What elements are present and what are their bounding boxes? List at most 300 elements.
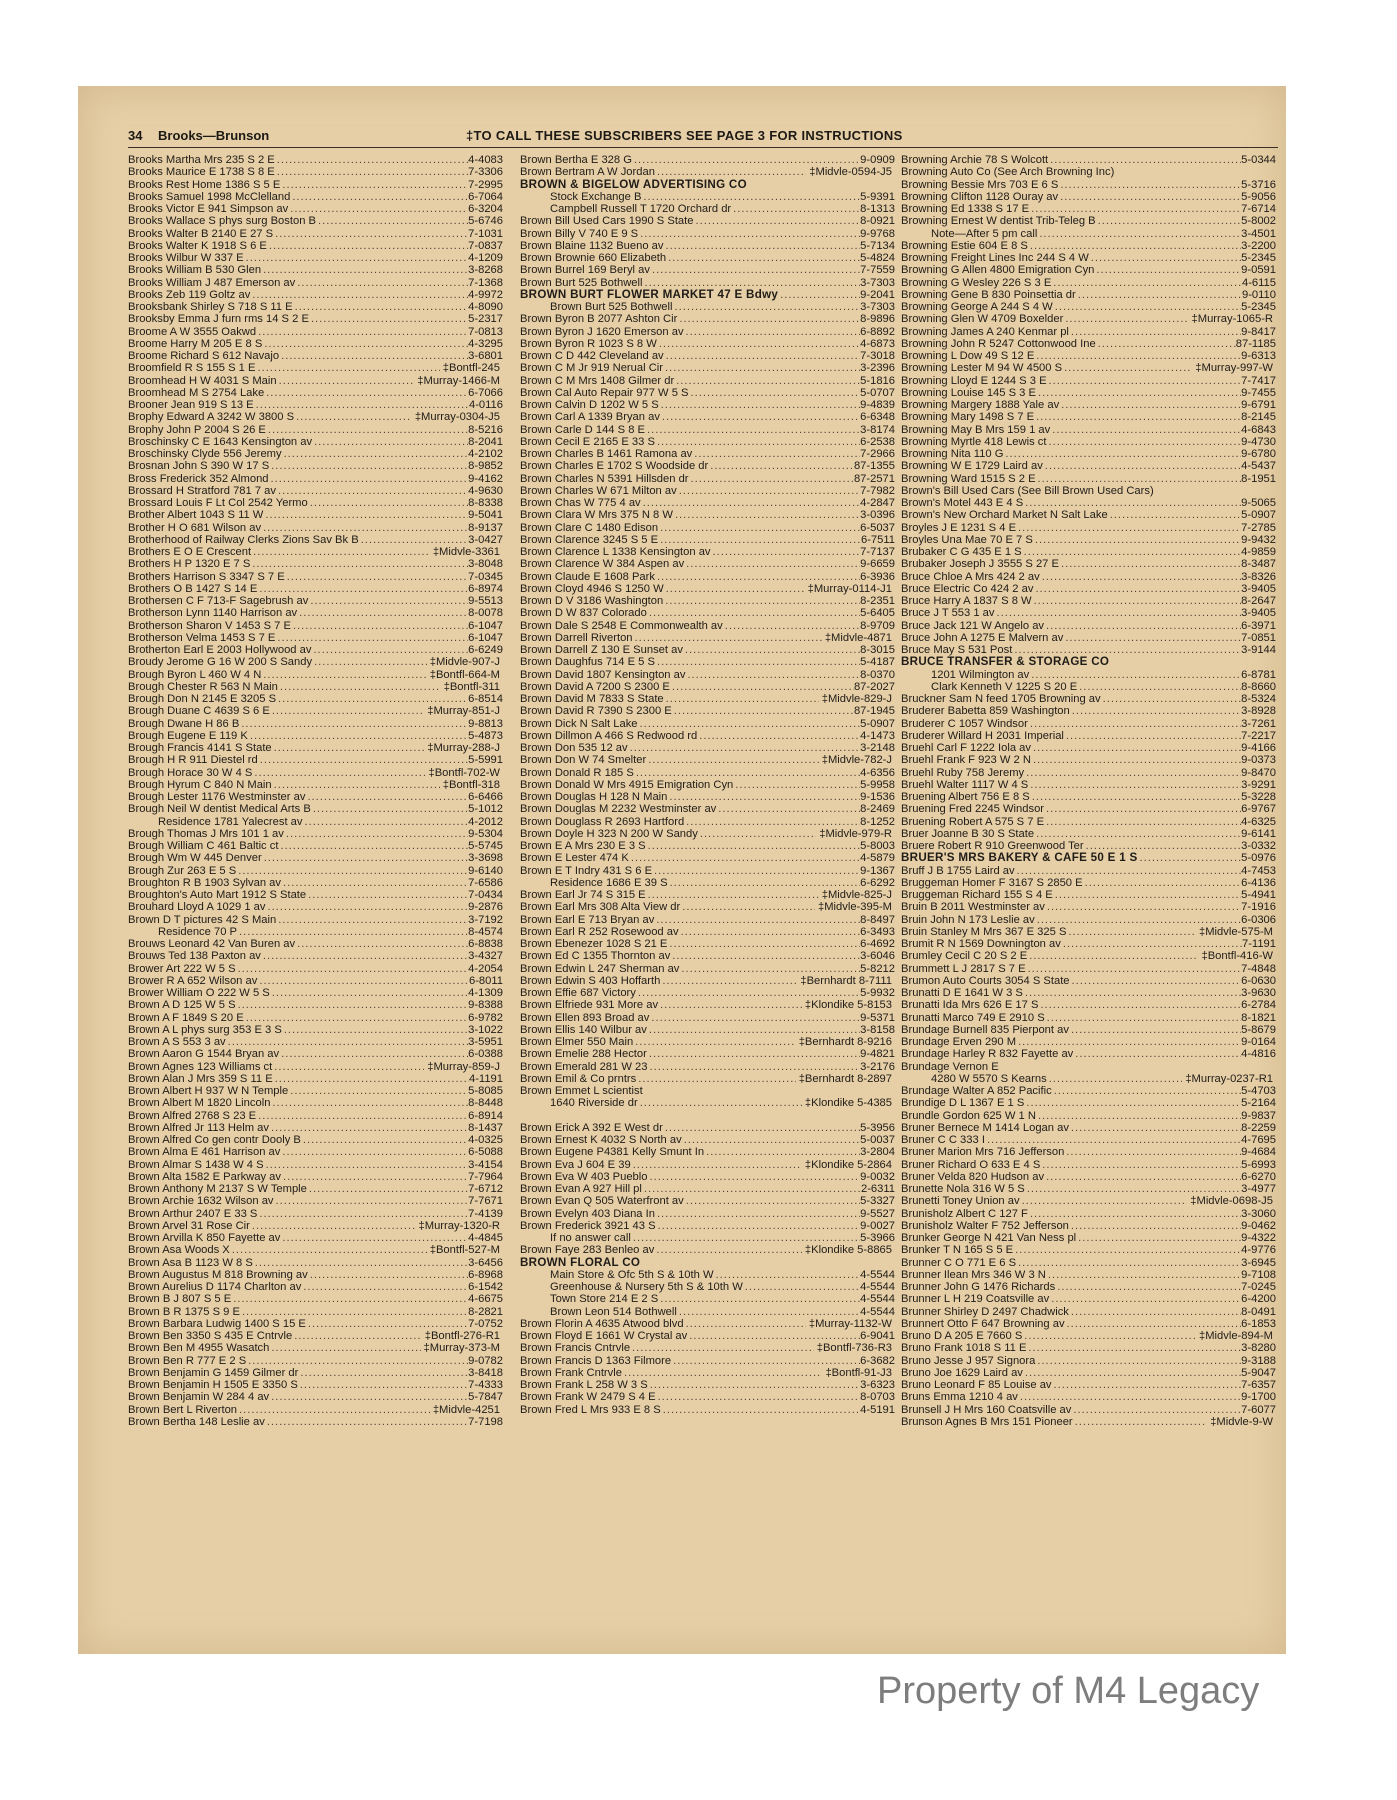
listing-name: Brothers Harrison S 3347 S 7 E	[128, 570, 285, 583]
listing-name: Brunson Agnes B Mrs 151 Pioneer	[901, 1415, 1073, 1428]
listing-name: Broyles J E 1231 S 4 E	[901, 521, 1017, 534]
listing-entry	[128, 1159, 503, 1171]
listing-name: Brother Albert 1043 S 11 W	[128, 509, 264, 522]
exchange-number: ‡Klondike 5-8865	[804, 1244, 892, 1257]
phone-number: 6-6249	[468, 644, 503, 656]
leader-dots	[1061, 399, 1241, 411]
listing-name: Bruce Jack 121 W Angelo av	[901, 619, 1045, 632]
listing-entry	[128, 350, 503, 362]
phone-number: 9-3188	[1241, 1354, 1276, 1367]
listing-entry	[520, 313, 895, 325]
leader-dots	[286, 828, 468, 840]
listing-entry	[520, 497, 895, 509]
listing-entry	[128, 338, 503, 350]
listing-name: Brouhard Lloyd A 1029 1 av	[128, 901, 266, 914]
listing-name: Brown Calvin D 1202 W 5 S	[520, 399, 659, 411]
listing-name: Brunsell J H Mrs 160 Coatsville av	[901, 1403, 1072, 1416]
listing-entry	[901, 669, 1276, 681]
listing-name: Brown Emil & Co prntrs	[520, 1072, 637, 1085]
leader-dots	[252, 558, 468, 570]
listing-name: Brown Alta 1582 E Parkway av	[128, 1170, 281, 1183]
listing-name: Brooks Maurice E 1738 S 8 E	[128, 166, 275, 179]
listing-entry	[520, 583, 895, 595]
leader-dots	[725, 620, 860, 632]
phone-number: 3-4977	[1241, 1183, 1276, 1195]
leader-dots	[673, 1355, 860, 1367]
listing-name: Stock Exchange B	[550, 190, 642, 203]
listing-entry	[128, 681, 503, 693]
leader-dots	[1066, 730, 1241, 742]
listing-name: Brower William O 222 W 5 S	[128, 987, 270, 999]
listing-name: Bruer Joanne B 30 S State	[901, 827, 1035, 840]
phone-number: 6-4136	[1241, 876, 1276, 889]
phone-number: 5-9056	[1241, 190, 1276, 203]
phone-number: 7-7671	[468, 1195, 503, 1208]
leader-dots	[675, 301, 861, 313]
phone-number: 6-7511	[860, 533, 895, 546]
leader-dots	[648, 754, 819, 766]
phone-number: 4-8090	[468, 301, 503, 313]
phone-number: 8-1252	[860, 815, 895, 828]
phone-number: 3-8174	[860, 423, 895, 436]
listing-name: Brosnan John S 390 W 17 S	[128, 460, 270, 473]
listing-entry	[128, 1257, 503, 1269]
listing-entry	[128, 705, 503, 717]
phone-number: 9-4821	[860, 1048, 895, 1061]
listing-entry	[901, 1355, 1276, 1367]
phone-number: 3-4501	[1241, 227, 1276, 240]
listing-entry	[901, 1171, 1276, 1183]
listing-entry	[520, 1073, 895, 1085]
phone-number: 4-9630	[468, 484, 503, 497]
listing-name: Brown David R 7390 S 2300 E	[520, 705, 672, 718]
leader-dots	[1050, 154, 1241, 166]
listing-entry	[128, 277, 503, 289]
leader-dots	[681, 963, 860, 975]
exchange-number: ‡Murray-0237-R1	[1185, 1072, 1273, 1085]
phone-number: 3-4154	[468, 1158, 503, 1171]
exchange-number: ‡Bontfl-318	[442, 778, 500, 791]
leader-dots	[660, 522, 860, 534]
listing-entry	[128, 865, 503, 877]
leader-dots	[232, 1244, 427, 1256]
listing-entry	[901, 840, 1276, 852]
listing-entry	[520, 1244, 895, 1256]
phone-number: 6-8838	[468, 938, 503, 950]
listing-name: Brooks William B 530 Glen	[128, 264, 262, 277]
listing-entry	[128, 963, 503, 975]
listing-name: BROWN BURT FLOWER MARKET 47 E Bdwy	[520, 288, 779, 301]
phone-number: 7-6357	[1241, 1379, 1276, 1391]
leader-dots	[656, 914, 860, 926]
exchange-number: ‡Bontfl-527-M	[429, 1244, 500, 1257]
listing-entry	[520, 693, 895, 705]
listing-entry	[128, 669, 503, 681]
leader-dots	[255, 1257, 468, 1269]
listing-name: Brown D T pictures 42 S Main	[128, 913, 277, 926]
phone-number: 4-2012	[468, 815, 503, 828]
leader-dots	[1065, 313, 1188, 325]
listing-name: Brunisholz Walter F 752 Jefferson	[901, 1219, 1069, 1232]
phone-number: 5-9391	[860, 190, 895, 203]
leader-dots	[640, 718, 861, 730]
leader-dots	[269, 240, 468, 252]
leader-dots	[1045, 460, 1241, 472]
listing-name: Brough Thomas J Mrs 101 1 av	[128, 827, 284, 840]
phone-number: 5-1816	[860, 374, 895, 387]
leader-dots	[1140, 852, 1242, 864]
leader-dots	[1110, 509, 1241, 521]
leader-dots	[283, 1171, 468, 1183]
leader-dots	[661, 399, 860, 411]
listing-entry	[128, 1330, 503, 1342]
leader-dots	[1015, 1244, 1241, 1256]
leader-dots	[657, 571, 860, 583]
listing-name: Brown Francis D 1363 Filmore	[520, 1354, 672, 1367]
phone-number: 6-0306	[1241, 913, 1276, 926]
listing-entry	[128, 460, 503, 472]
listing-entry	[520, 301, 895, 313]
phone-number: 8-2259	[1241, 1121, 1276, 1134]
listing-entry	[128, 1146, 503, 1158]
leader-dots	[274, 779, 440, 791]
leader-dots	[1054, 1379, 1242, 1391]
listing-entry	[520, 1085, 895, 1097]
phone-number: 3-2148	[860, 742, 895, 754]
listing-entry	[128, 1171, 503, 1183]
leader-dots	[675, 509, 860, 521]
listing-name: Bruce Harry A 1837 S 8 W	[901, 595, 1032, 607]
phone-number: 8-1437	[468, 1121, 503, 1134]
listing-entry	[128, 852, 503, 864]
listing-name: Brown Arthur 2407 E 33 S	[128, 1207, 258, 1220]
leader-dots	[672, 950, 860, 962]
listing-entry	[520, 1391, 895, 1403]
listing-name: Brown Edwin L 247 Sherman av	[520, 962, 680, 975]
leader-dots	[259, 1208, 468, 1220]
phone-number: 3-2200	[1241, 239, 1276, 252]
listing-name: Brown Dick N Salt Lake	[520, 717, 638, 730]
exchange-number: ‡Bontfl-311	[443, 680, 500, 693]
listing-entry	[901, 1110, 1276, 1122]
listing-name: Broome Harry M 205 E 8 S	[128, 337, 263, 350]
listing-name: Brough Francis 4141 S State	[128, 742, 272, 754]
listing-entry	[128, 889, 503, 901]
leader-dots	[307, 791, 468, 803]
leader-dots	[258, 326, 468, 338]
listing-entry	[128, 301, 503, 313]
listing-entry	[128, 215, 503, 227]
phone-number: 9-0782	[468, 1354, 503, 1367]
listing-entry	[520, 865, 895, 877]
listing-entry	[520, 277, 895, 289]
leader-dots	[310, 1269, 468, 1281]
listing-entry	[128, 1404, 503, 1416]
phone-number: 4-4845	[468, 1232, 503, 1244]
listing-name: Broughton R B 1903 Sylvan av	[128, 876, 281, 889]
listing-entry	[901, 914, 1276, 926]
listing-name: Brough Dwane H 86 B	[128, 717, 240, 730]
phone-number: 6-1047	[468, 631, 503, 644]
listing-name: Brown Dale S 2548 E Commonwealth av	[520, 619, 723, 632]
listing-name: Browning Glen W 4709 Boxelder	[901, 313, 1064, 326]
leader-dots	[1071, 1122, 1241, 1134]
listing-name: Brundage Erven 290 M	[901, 1036, 1017, 1048]
leader-dots	[267, 901, 468, 913]
exchange-number: ‡Murray-0304-J5	[414, 411, 500, 424]
listing-entry	[520, 1257, 895, 1269]
listing-name: Brown Carl A 1339 Bryan av	[520, 411, 660, 424]
listing-name: Bruce May S 531 Post	[901, 644, 1013, 656]
leader-dots	[1034, 595, 1242, 607]
leader-dots	[1071, 1024, 1241, 1036]
listing-name: Browning W E 1729 Laird av	[901, 460, 1043, 473]
leader-dots	[648, 840, 861, 852]
listing-name: Brunner Shirley D 2497 Chadwick	[901, 1305, 1069, 1318]
listing-entry	[128, 1073, 503, 1085]
phone-number: 9-0909	[860, 154, 895, 166]
listing-entry	[128, 485, 503, 497]
leader-dots	[1103, 693, 1242, 705]
leader-dots	[630, 742, 861, 754]
listing-name: Campbell Russell T 1720 Orchard dr	[550, 203, 732, 215]
listing-name: Browning Archie 78 S Wolcott	[901, 154, 1049, 166]
listing-entry	[520, 754, 895, 766]
leader-dots	[233, 1293, 468, 1305]
phone-number: 3-7261	[1241, 717, 1276, 730]
listing-name: Brown Emmet L scientist	[520, 1085, 643, 1097]
phone-number: 7-2995	[468, 178, 503, 191]
leader-dots	[272, 1097, 468, 1109]
phone-number: 6-3971	[1241, 619, 1276, 632]
listing-name: Brooksbank Shirley S 718 S 11 E	[128, 301, 293, 313]
exchange-number: ‡Klondike 5-4385	[804, 1097, 892, 1110]
listing-entry	[128, 828, 503, 840]
listing-entry	[520, 1024, 895, 1036]
phone-number: 8-5216	[468, 423, 503, 436]
listing-entry	[520, 179, 895, 191]
listing-entry	[901, 179, 1276, 191]
phone-number: 9-6313	[1241, 350, 1276, 362]
leader-dots	[662, 975, 797, 987]
listing-entry	[901, 607, 1276, 619]
leader-dots	[1025, 497, 1241, 509]
phone-number: 3-2396	[860, 362, 895, 375]
phone-number: 7-3306	[468, 166, 503, 179]
listing-entry	[128, 1416, 503, 1428]
leader-dots	[650, 1379, 860, 1391]
leader-dots	[271, 1342, 420, 1354]
listing-name: Brown Asa Woods X	[128, 1244, 230, 1257]
listing-name: Brotherhood of Railway Clerks Zions Sav Bk B	[128, 533, 359, 546]
listing-entry	[520, 326, 895, 338]
listing-name: BRUER'S MRS BAKERY & CAFE 50 E 1 S	[901, 852, 1138, 865]
listing-entry	[901, 1232, 1276, 1244]
phone-number: 3-6323	[860, 1379, 895, 1391]
listing-name: Brown Don 535 12 av	[520, 742, 628, 754]
leader-dots	[1075, 1416, 1208, 1428]
listing-name: Broome Richard S 612 Navajo	[128, 350, 280, 362]
phone-number: 8-8448	[468, 1097, 503, 1110]
phone-number: 5-2317	[468, 313, 503, 326]
phone-number: 8-2469	[860, 803, 895, 816]
listing-name: Brown Frank Cntrvle	[520, 1366, 622, 1379]
phone-number: 6-6348	[860, 411, 895, 424]
listing-entry	[128, 1134, 503, 1146]
listing-entry	[128, 1183, 503, 1195]
leader-dots	[669, 791, 860, 803]
phone-number: 3-7303	[860, 301, 895, 313]
listing-name: Brown Ed C 1355 Thornton av	[520, 950, 671, 963]
exchange-number: ‡Murray-373-M	[423, 1342, 500, 1355]
listing-name: Browning John R 5247 Cottonwood Ine	[901, 337, 1096, 350]
phone-number: 6-0630	[1241, 974, 1276, 987]
listing-name: Brooks Walter K 1918 S 6 E	[128, 239, 267, 252]
listing-name: Brown Don W 74 Smelter	[520, 754, 647, 767]
listing-entry	[128, 1110, 503, 1122]
phone-number: 9-0591	[1241, 264, 1276, 277]
listing-entry	[128, 1048, 503, 1060]
listing-entry	[128, 1318, 503, 1330]
leader-dots	[1064, 362, 1192, 374]
leader-dots	[780, 289, 860, 301]
leader-dots	[266, 387, 468, 399]
phone-number: 5-4941	[1241, 889, 1276, 901]
listing-name: Brooks Wallace S phys surg Boston B	[128, 215, 316, 228]
listing-name: Brooks Martha Mrs 235 S 2 E	[128, 154, 275, 166]
leader-dots	[1030, 240, 1241, 252]
phone-number: 5-0976	[1241, 852, 1276, 865]
phone-number: 6-8974	[468, 582, 503, 595]
listing-name: Broomhead H W 4031 S Main	[128, 374, 277, 387]
listing-entry	[520, 1110, 895, 1122]
listing-entry	[520, 1159, 895, 1171]
leader-dots	[648, 889, 819, 901]
listing-name: Brothersen C F 713-F Sagebrush av	[128, 595, 309, 607]
phone-number: 4-6873	[860, 337, 895, 350]
leader-dots	[668, 252, 860, 264]
leader-dots	[658, 1391, 861, 1403]
leader-dots	[265, 509, 468, 521]
listing-entry	[128, 742, 503, 754]
listing-name: Brown Frank W 2479 S 4 E	[520, 1391, 656, 1404]
listing-entry	[520, 509, 895, 521]
phone-number: 4-6843	[1241, 423, 1276, 436]
phone-number: 6-4200	[1241, 1293, 1276, 1306]
leader-dots	[294, 1330, 422, 1342]
phone-number: 9-1536	[860, 791, 895, 803]
listing-name: Brown Cecil E 2165 E 33 S	[520, 435, 655, 448]
leader-dots	[672, 681, 854, 693]
leader-dots	[659, 338, 860, 350]
listing-name: Brown Douglas H 128 N Main	[520, 791, 668, 803]
listing-name: Brundage Burnell 835 Pierpont av	[901, 1023, 1069, 1036]
listing-name: Brunatti D E 1641 W 3 S	[901, 987, 1023, 999]
phone-number: 3-8158	[860, 1023, 895, 1036]
listing-entry	[520, 987, 895, 999]
leader-dots	[1047, 1012, 1241, 1024]
phone-number: 8-0921	[860, 215, 895, 228]
phone-number: 8-0370	[860, 668, 895, 681]
phone-number: 4-6675	[468, 1293, 503, 1306]
listing-name: Brown Carle D 144 S 8 E	[520, 423, 645, 436]
listing-entry	[520, 424, 895, 436]
leader-dots	[239, 926, 468, 938]
leader-dots	[997, 607, 1242, 619]
listing-name: Browning Freight Lines Inc 244 S 4 W	[901, 252, 1089, 264]
listing-name: Brower R A 652 Wilson av	[128, 974, 258, 987]
exchange-number: ‡Bernhardt 8-9216	[798, 1036, 892, 1048]
listing-name: Bruner Bernece M 1414 Logan av	[901, 1121, 1069, 1134]
watermark: Property of M4 Legacy	[877, 1670, 1260, 1712]
listing-entry	[901, 522, 1276, 534]
leader-dots	[645, 277, 861, 289]
listing-entry	[901, 767, 1276, 779]
listing-entry	[901, 1208, 1276, 1220]
phone-number: 8-1821	[1241, 1011, 1276, 1024]
leader-dots	[1031, 669, 1241, 681]
listing-name: Brown Earl R 252 Rosewood av	[520, 925, 679, 938]
leader-dots	[657, 1208, 860, 1220]
phone-number: 7-0345	[468, 570, 503, 583]
phone-number: 3-7303	[860, 276, 895, 289]
exchange-number: ‡Murray-1320-R	[418, 1219, 500, 1232]
listing-entry	[128, 264, 503, 276]
listing-entry	[520, 1342, 895, 1354]
listing-name: Brown Cloyd 4946 S 1250 W	[520, 582, 664, 595]
listing-entry	[520, 1122, 895, 1134]
listing-entry	[901, 203, 1276, 215]
listing-name: Bruno Joe 1629 Laird av	[901, 1366, 1023, 1379]
listing-name: Brown Elfriede 931 More av	[520, 999, 659, 1012]
leader-dots	[681, 926, 861, 938]
leader-dots	[272, 987, 468, 999]
phone-number: 4-2847	[860, 497, 895, 509]
listing-name: Brown Fred L Mrs 933 E 8 S	[520, 1403, 661, 1416]
phone-number: 6-8011	[468, 974, 503, 987]
listing-name: Brotherson Velma 1453 S 7 E	[128, 631, 276, 644]
listing-entry	[901, 1012, 1276, 1024]
listing-name: Browning G Wesley 226 S 3 E	[901, 276, 1052, 289]
listing-entry	[128, 154, 503, 166]
leader-dots	[277, 632, 468, 644]
leader-dots	[271, 1122, 468, 1134]
phone-number: 5-2164	[1241, 1097, 1276, 1110]
listing-name: Brough Neil W dentist Medical Arts B	[128, 803, 311, 816]
leader-dots	[308, 889, 468, 901]
phone-number: 7-6077	[1241, 1403, 1276, 1416]
listing-name: Broomfield R S 155 S 1 E	[128, 362, 256, 375]
phone-number: 5-2345	[1241, 252, 1276, 264]
phone-number: 6-8914	[468, 1109, 503, 1122]
listing-entry	[520, 1012, 895, 1024]
listing-name: Brown Ellis 140 Wilbur av	[520, 1023, 647, 1036]
phone-number: 3-9405	[1241, 582, 1276, 595]
listing-name: Bruening Robert A 575 S 7 E	[901, 815, 1045, 828]
leader-dots	[654, 865, 860, 877]
listing-name: Brunette Nola 316 W 5 S	[901, 1183, 1025, 1195]
leader-dots	[657, 166, 806, 178]
listing-entry	[520, 1048, 895, 1060]
listing-name: Browning Margery 1888 Yale av	[901, 399, 1060, 411]
listing-name: Brower Art 222 W 5 S	[128, 962, 236, 975]
leader-dots	[660, 999, 802, 1011]
listing-name: 1640 Riverside dr	[550, 1097, 638, 1110]
leader-dots	[1046, 803, 1241, 815]
leader-dots	[1025, 1367, 1241, 1379]
listing-entry	[901, 718, 1276, 730]
listing-entry	[520, 718, 895, 730]
